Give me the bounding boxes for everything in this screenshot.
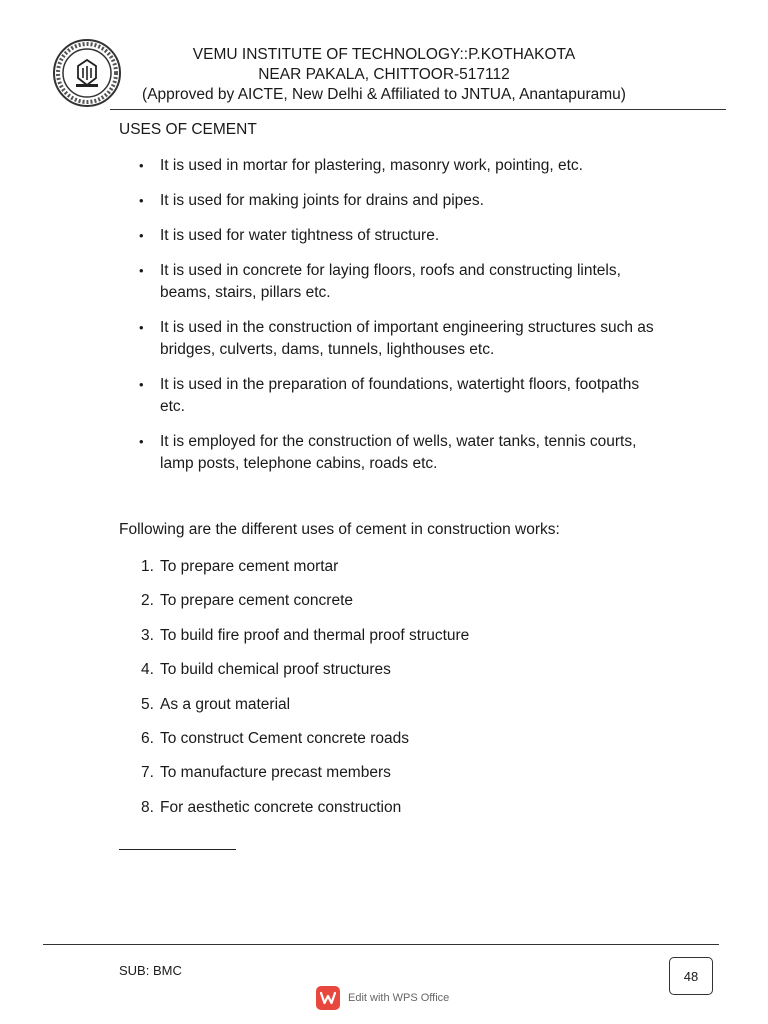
institute-name: VEMU INSTITUTE OF TECHNOLOGY::P.KOTHAKOTA bbox=[192, 46, 576, 63]
section-title: USES OF CEMENT bbox=[119, 121, 257, 138]
list-number: 6. bbox=[141, 729, 154, 747]
list-item bbox=[137, 762, 469, 796]
list-item bbox=[137, 590, 469, 624]
list-text: As a grout material bbox=[160, 695, 291, 713]
list-number: 5. bbox=[141, 695, 154, 713]
bullet-text: It is used in concrete for laying floors, roofs and constructing lintels, beams, stairs, pillars etc. bbox=[160, 262, 621, 301]
page-number-box bbox=[669, 957, 713, 995]
institute-address: NEAR PAKALA, CHITTOOR-517112 bbox=[258, 66, 510, 83]
bullet-text: It is used in the construction of important engineering structures such as bridges, culverts, dams, tunnels, lighthouses etc. bbox=[160, 319, 654, 358]
bullet-icon: • bbox=[139, 158, 144, 173]
list-item bbox=[137, 556, 469, 590]
wps-edit-link[interactable] bbox=[316, 986, 449, 1010]
list-number: 7. bbox=[141, 764, 154, 782]
list-item bbox=[137, 625, 469, 659]
uses-bullet-list bbox=[137, 155, 657, 488]
list-text: To manufacture precast members bbox=[160, 764, 391, 782]
list-number: 4. bbox=[141, 661, 154, 679]
list-item bbox=[137, 431, 657, 475]
list-item bbox=[137, 797, 469, 831]
list-item bbox=[137, 225, 657, 247]
list-text: To build fire proof and thermal proof structure bbox=[160, 626, 470, 644]
bullet-icon: • bbox=[139, 320, 144, 335]
list-item bbox=[137, 190, 657, 212]
construction-uses-heading: Following are the different uses of cement in construction works: bbox=[119, 521, 560, 538]
bullet-icon: • bbox=[139, 263, 144, 278]
footnote-divider bbox=[119, 849, 236, 850]
bullet-icon: • bbox=[139, 434, 144, 449]
list-item bbox=[137, 694, 469, 728]
list-text: For aesthetic concrete construction bbox=[160, 798, 402, 816]
list-text: To prepare cement concrete bbox=[160, 592, 353, 610]
header-divider bbox=[110, 109, 726, 110]
list-item bbox=[137, 728, 469, 762]
bullet-icon: • bbox=[139, 193, 144, 208]
wps-edit-label: Edit with WPS Office bbox=[348, 992, 450, 1004]
bullet-text: It is employed for the construction of wells, water tanks, tennis courts, lamp posts, telephone cabins, roads etc. bbox=[160, 433, 637, 472]
list-number: 2. bbox=[141, 592, 154, 610]
bullet-text: It is used for making joints for drains and pipes. bbox=[160, 192, 484, 209]
list-item bbox=[137, 155, 657, 177]
bullet-text: It is used in the preparation of foundations, watertight floors, footpaths etc. bbox=[160, 376, 640, 415]
page-header bbox=[0, 0, 768, 110]
institute-approval: (Approved by AICTE, New Delhi & Affiliated to JNTUA, Anantapuramu) bbox=[142, 86, 626, 103]
footer-divider bbox=[43, 944, 719, 945]
list-number: 3. bbox=[141, 626, 154, 644]
list-text: To construct Cement concrete roads bbox=[160, 729, 409, 747]
bullet-icon: • bbox=[139, 228, 144, 243]
list-item bbox=[137, 659, 469, 693]
list-item bbox=[137, 260, 657, 304]
construction-uses-list bbox=[137, 556, 469, 831]
page-number: 48 bbox=[683, 968, 699, 984]
list-number: 1. bbox=[141, 558, 154, 575]
wps-office-icon bbox=[316, 986, 340, 1010]
list-number: 8. bbox=[141, 798, 154, 816]
bullet-text: It is used for water tightness of structure. bbox=[160, 227, 440, 244]
list-text: To prepare cement mortar bbox=[160, 558, 339, 575]
list-item bbox=[137, 374, 657, 418]
bullet-text: It is used in mortar for plastering, masonry work, pointing, etc. bbox=[160, 157, 583, 174]
footer-subject: SUB: BMC bbox=[119, 963, 182, 978]
list-item bbox=[137, 317, 657, 361]
list-text: To build chemical proof structures bbox=[160, 661, 391, 679]
bullet-icon: • bbox=[139, 377, 144, 392]
